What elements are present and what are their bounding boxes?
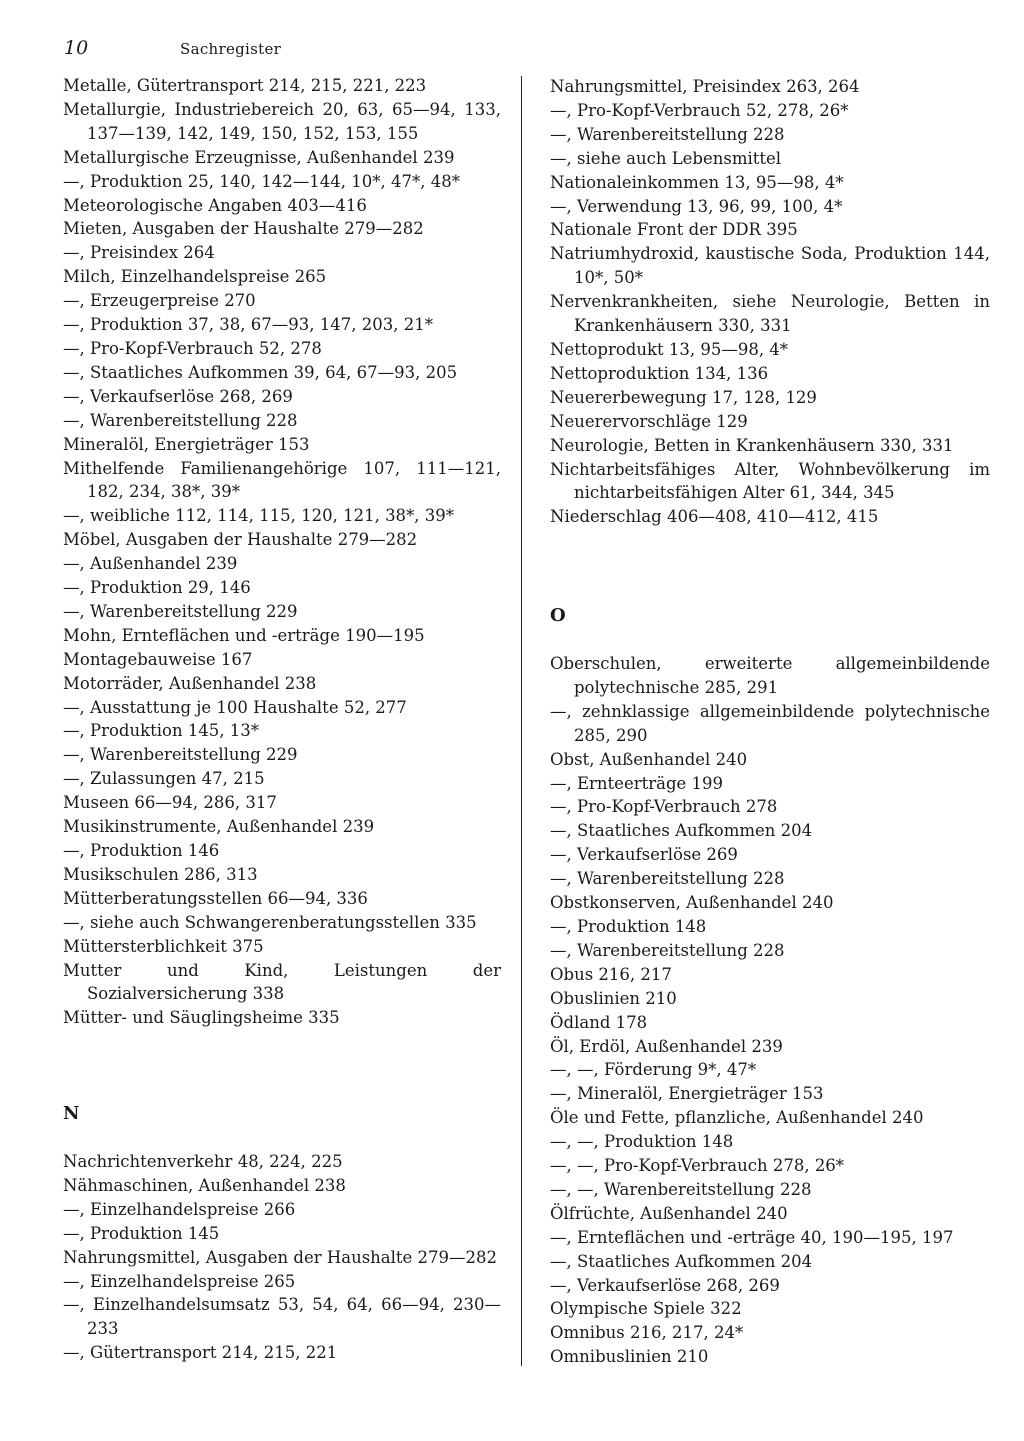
index-entry: Neuerervorschläge 129	[550, 411, 748, 431]
index-entry: —, siehe auch Lebensmittel	[550, 148, 782, 168]
index-entry: —, Ernteflächen und -erträge 40, 190—195, 197	[550, 1227, 954, 1247]
index-entry: Omnibuslinien 210	[550, 1347, 709, 1367]
index-entry: Nähmaschinen, Außenhandel 238	[63, 1175, 346, 1195]
index-entry: —, Produktion 148	[550, 916, 707, 936]
index-entry: Museen 66—94, 286, 317	[63, 793, 277, 813]
index-entry: —, Ausstattung je 100 Haushalte 52, 277	[63, 697, 407, 717]
index-entry: —, Pro-Kopf-Verbrauch 278	[550, 797, 778, 817]
index-entry: —, Warenbereitstellung 228	[550, 940, 785, 960]
left-column-m-entries	[63, 74, 501, 1030]
index-entry: Milch, Einzelhandelspreise 265	[63, 267, 327, 287]
section-letter-o	[550, 604, 990, 628]
section-letter-n	[63, 1102, 501, 1126]
index-entry: —, Pro-Kopf-Verbrauch 52, 278	[63, 338, 322, 358]
index-entry: Niederschlag 406—408, 410—412, 415	[550, 507, 879, 527]
index-entry: —, Produktion 25, 140, 142—144, 10*, 47*, 48*	[63, 171, 460, 191]
index-entry: Meteorologische Angaben 403—416	[63, 195, 367, 215]
index-entry: Musikschulen 286, 313	[63, 864, 258, 884]
index-entry: Neuererbewegung 17, 128, 129	[550, 387, 817, 407]
index-entry: —, Staatliches Aufkommen 204	[550, 821, 813, 841]
index-entry: Mieten, Ausgaben der Haushalte 279—282	[63, 219, 424, 239]
index-entry: —, —, Warenbereitstellung 228	[550, 1179, 812, 1199]
index-entry: —, Produktion 37, 38, 67—93, 147, 203, 21*	[63, 315, 433, 335]
index-entry: Öle und Fette, pflanzliche, Außenhandel 240	[550, 1108, 924, 1128]
index-entry: —, Mineralöl, Energieträger 153	[550, 1084, 824, 1104]
index-entry: Nahrungsmittel, Preisindex 263, 264	[550, 77, 860, 96]
index-entry: Mithelfende Familienangehörige 107, 111—121, 182, 234, 38*, 39*	[63, 458, 501, 502]
index-entry: —, Zulassungen 47, 215	[63, 769, 265, 789]
index-entry: Nettoprodukt 13, 95—98, 4*	[550, 339, 789, 359]
index-entry: Nationaleinkommen 13, 95—98, 4*	[550, 172, 844, 192]
index-entry: Nervenkrankheiten, siehe Neurologie, Betten in Krankenhäusern 330, 331	[550, 292, 990, 336]
index-entry: Neurologie, Betten in Krankenhäusern 330, 331	[550, 435, 954, 455]
page-number: 10	[64, 37, 89, 59]
index-entry: —, Produktion 145, 13*	[63, 721, 260, 741]
index-entry: Motorräder, Außenhandel 238	[63, 673, 317, 693]
left-column-n-entries	[63, 1150, 501, 1365]
index-entry: —, Warenbereitstellung 229	[63, 745, 298, 765]
index-entry: Müttersterblichkeit 375	[63, 936, 264, 956]
right-column-n-entries	[550, 75, 990, 529]
index-entry: —, Verkaufserlöse 268, 269	[63, 386, 293, 406]
index-entry: Mütterberatungsstellen 66—94, 336	[63, 888, 368, 908]
right-column-o-entries	[550, 652, 990, 1369]
index-entry: —, Staatliches Aufkommen 204	[550, 1251, 813, 1271]
index-entry: Nettoproduktion 134, 136	[550, 363, 769, 383]
index-entry: —, Warenbereitstellung 228	[550, 124, 785, 144]
index-entry: Mohn, Ernteflächen und -erträge 190—195	[63, 625, 425, 645]
index-entry: Metallurgische Erzeugnisse, Außenhandel 239	[63, 147, 455, 167]
index-entry: —, Warenbereitstellung 229	[63, 601, 298, 621]
index-entry: Olympische Spiele 322	[550, 1299, 742, 1319]
index-entry: Musikinstrumente, Außenhandel 239	[63, 817, 375, 837]
index-entry: Öl, Erdöl, Außenhandel 239	[550, 1036, 783, 1056]
section-letter: O	[550, 605, 566, 626]
index-entry: —, —, Pro-Kopf-Verbrauch 278, 26*	[550, 1156, 845, 1176]
running-head: Sachregister	[180, 40, 282, 58]
index-entry: —, Produktion 146	[63, 841, 220, 860]
index-entry: —, zehnklassige allgemeinbildende polytechnische 285, 290	[550, 701, 990, 745]
index-entry: —, Warenbereitstellung 228	[550, 869, 785, 889]
index-entry: —, Produktion 29, 146	[63, 578, 251, 598]
index-entry: —, Gütertransport 214, 215, 221	[63, 1343, 338, 1363]
index-entry: —, siehe auch Schwangerenberatungsstellen 335	[63, 912, 477, 932]
index-entry: —, Verkaufserlöse 268, 269	[550, 1275, 780, 1295]
index-entry: —, Einzelhandelspreise 265	[63, 1271, 296, 1291]
index-entry: Mütter- und Säuglingsheime 335	[63, 1008, 340, 1028]
index-entry: —, Pro-Kopf-Verbrauch 52, 278, 26*	[550, 100, 849, 120]
index-entry: —, —, Förderung 9*, 47*	[550, 1060, 757, 1080]
section-letter: N	[63, 1103, 80, 1124]
index-entry: Mutter und Kind, Leistungen der Sozialversicherung 338	[63, 960, 501, 1004]
index-entry: Montagebauweise 167	[63, 649, 253, 669]
index-entry: —, —, Produktion 148	[550, 1132, 734, 1152]
index-entry: Natriumhydroxid, kaustische Soda, Produktion 144, 10*, 50*	[550, 244, 990, 288]
index-entry: —, Warenbereitstellung 228	[63, 410, 298, 430]
index-entry: Obst, Außenhandel 240	[550, 749, 748, 769]
index-entry: —, Ernteerträge 199	[550, 773, 724, 793]
index-entry: Metallurgie, Industriebereich 20, 63, 65—94, 133, 137—139, 142, 149, 150, 152, 153, 155	[63, 99, 501, 143]
index-entry: Möbel, Ausgaben der Haushalte 279—282	[63, 530, 418, 550]
index-entry: —, Verkaufserlöse 269	[550, 845, 738, 865]
index-entry: Mineralöl, Energieträger 153	[63, 434, 310, 454]
index-entry: Nationale Front der DDR 395	[550, 220, 798, 240]
index-entry: —, Staatliches Aufkommen 39, 64, 67—93, 205	[63, 362, 458, 382]
index-entry: —, Außenhandel 239	[63, 554, 238, 574]
column-divider	[521, 76, 522, 1366]
index-entry: Omnibus 216, 217, 24*	[550, 1323, 744, 1343]
index-entry: Obus 216, 217	[550, 964, 672, 984]
index-entry: Oberschulen, erweiterte allgemeinbildende polytechnische 285, 291	[550, 654, 990, 697]
index-entry: Ödland 178	[550, 1012, 648, 1032]
index-entry: Metalle, Gütertransport 214, 215, 221, 223	[63, 76, 427, 95]
index-entry: Nahrungsmittel, Ausgaben der Haushalte 279—282	[63, 1247, 498, 1267]
index-entry: —, Preisindex 264	[63, 243, 215, 263]
index-entry: —, weibliche 112, 114, 115, 120, 121, 38*, 39*	[63, 506, 455, 526]
index-entry: Ölfrüchte, Außenhandel 240	[550, 1203, 788, 1223]
index-entry: Nachrichtenverkehr 48, 224, 225	[63, 1152, 343, 1171]
index-entry: Nichtarbeitsfähiges Alter, Wohnbevölkerung im nichtarbeitsfähigen Alter 61, 344, 345	[550, 459, 990, 503]
index-entry: —, Einzelhandelsumsatz 53, 54, 64, 66—94, 230—233	[63, 1295, 501, 1339]
index-entry: —, Einzelhandelspreise 266	[63, 1199, 296, 1219]
index-entry: —, Verwendung 13, 96, 99, 100, 4*	[550, 196, 843, 216]
index-entry: Obstkonserven, Außenhandel 240	[550, 893, 834, 913]
index-entry: Obuslinien 210	[550, 988, 677, 1008]
index-entry: —, Produktion 145	[63, 1223, 220, 1243]
index-entry: —, Erzeugerpreise 270	[63, 291, 256, 311]
